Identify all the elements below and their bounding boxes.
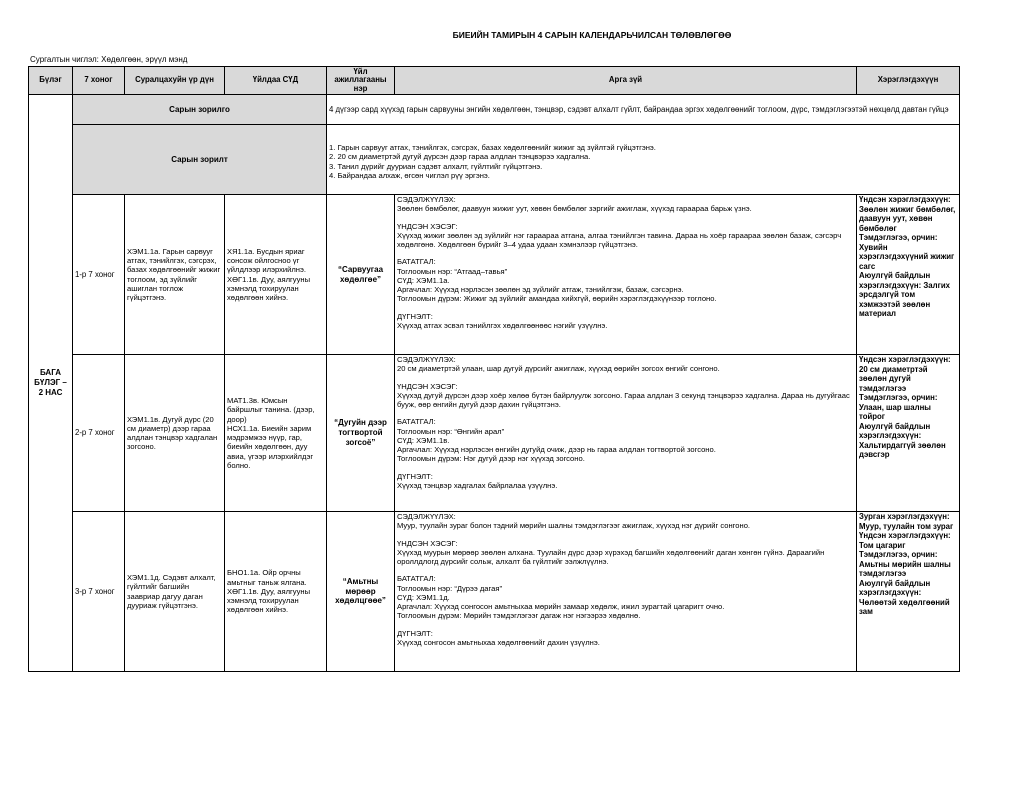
method-section-text: Тоглоомын нэр: “Өнгийн арал” СҮД: ХЭМ1.1в. Аргачлал: Хүүхэд нэрлэсэн өнгийн дугуйд очиж, дээр нь гараа алдлан тогтвортой зогсоно. Тоглоомын дүрэм: Нэг дугуй дээр нэг хүүхэд зогсоно.: [397, 426, 716, 464]
resources-cell: Зурган хэрэглэгдэхүүн: Муур, туулайн том зураг Үндсэн хэрэглэгдэхүүн: Том цагариг Тэмдэглэгээ, орчин: Амьтны мөрийн шалны тэмдэглэгээ Аюулгүй байдлын хэрэглэгдэхүүн: Чөлөөтэй хөдөлгөөний зам: [857, 512, 960, 672]
objective-item: 4. Байрандаа алхаж, өгсөн чиглэл рүү эргэнэ.: [329, 170, 490, 180]
week-label: 2-р 7 хоног: [73, 355, 125, 512]
header-group: Бүлэг: [29, 67, 73, 95]
resources-cell: Үндсэн хэрэглэгдэхүүн: Зөөлөн жижиг бөмбөлөг, даавуун уут, хөвөн бөмбөлөг Тэмдэглэгээ, орчин: Хувийн хэрэглэгдэхүүний жижиг сагс Аюулгүй байдлын хэрэглэгдэхүүн: Залгих эрсдэлгүй том хэмжээтэй зөөлөн материал: [857, 195, 960, 355]
month-objectives-row: [29, 125, 960, 195]
document-subtitle: Сургалтын чиглэл: Хөдөлгөөн, эрүүл мэнд: [30, 55, 188, 64]
method-section-text: Хүүхэд тэнцвэр хадгалах байрлалаа үзүүлнэ.: [397, 480, 558, 490]
activity-standard: БНО1.1а. Ойр орчны амьтныг таньж ялгана. ХӨГ1.1в. Дуу, аялгууны хэмнэлд тохируулан хөдөлгөөн хийнэ.: [225, 512, 327, 672]
method-section-text: 20 см диаметртэй улаан, шар дугуй дүрсийг ажиглаж, хүүхэд өөрийн зогсох өнгийг сонгоно.: [397, 364, 720, 374]
method-section-title: ҮНДСЭН ХЭСЭГ:: [397, 381, 458, 391]
method-cell: [395, 195, 857, 355]
month-goal-label: Сарын зорилго: [73, 95, 327, 125]
activity-standard: МАТ1.3в. Юмсын байршлыг танина. (дээр, доор) НСХ1.1а. Биеийн зарим мэдрэмжээ нүүр, гар, биеийн хөдөлгөөн, дуу авиа, үгээр илэрхийлдэг болно.: [225, 355, 327, 512]
method-section-title: БАТАТГАЛ:: [397, 257, 436, 267]
method-section-title: СЭДЭЛЖҮҮЛЭХ:: [397, 195, 456, 204]
month-objectives-list: [327, 125, 960, 195]
method-cell: [395, 512, 857, 672]
table-row: [29, 195, 960, 355]
calendar-plan-table: [28, 66, 960, 672]
method-section-title: ҮНДСЭН ХЭСЭГ:: [397, 221, 458, 231]
learning-outcome: ХЭМ1.1в. Дугуй дүрс (20 см диаметр) дээр гараа алдлан тэнцвэр хадгалан зогсоно.: [125, 355, 225, 512]
month-objectives-label: Сарын зорилт: [73, 125, 327, 195]
method-section-title: БАТАТГАЛ:: [397, 574, 436, 584]
activity-standard: ХЯ1.1а. Бусдын яриаг сонсож ойлгосноо үг үйлдлээр илэрхийлнэ. ХӨГ1.1в. Дуу, аялгууны хэмнэлд тохируулан хөдөлгөөн хийнэ.: [225, 195, 327, 355]
method-section-text: Хүүхэд муурын мөрөөр зөөлөн алхана. Туулайн дүрс дээр хүрэхэд багшийн хөдөлгөөнийг даган хөнгөн гүйнэ. Дараагийн ороллдлогд дүрсийг сольж, алхалт ба гүйлтийг ээлжлүүлнэ.: [397, 547, 825, 566]
week-label: 3-р 7 хоног: [73, 512, 125, 672]
method-section-text: Муур, туулайн зураг болон тэдний мөрийн шалны тэмдэглэгээг ажиглаж, хүүхэд нэг дүрийг сонгоно.: [397, 521, 751, 531]
method-section-text: Тоглоомын нэр: “Атгаад–тавья” СҮД: ХЭМ1.1а. Аргачлал: Хүүхэд нэрлэсэн зөөлөн эд зүйлийг атгаж, тэнийлгэж, базаж, сэгсэрнэ. Тоглоомын дүрэм: Жижиг эд зүйлийг амандаа хийхгүй, өөрийн хэрэглэгдэхүүнээр тоглоно.: [397, 266, 717, 304]
method-cell: [395, 355, 857, 512]
activity-name: “Дугуйн дээр тогтвортой зогсоё”: [327, 355, 395, 512]
header-method: Арга зүй: [395, 67, 857, 95]
week-label: 1-р 7 хоног: [73, 195, 125, 355]
objective-item: 2. 20 см диаметртэй дугуй дүрсэн дээр гараа алдлан тэнцвэрээ хадгална.: [329, 152, 591, 162]
month-goal-text: 4 дүгээр сард хүүхэд гарын сарвууны энгийн хөдөлгөөн, тэнцвэр, сэдэвт алхалт гүйлт, байрандаа эргэх хөдөлгөөнийг тоглоом, дүрс, тэмдэглэгээтэй нөхцөлд давтан гүйцэ: [327, 95, 960, 125]
header-week: 7 хоног: [73, 67, 125, 95]
method-section-title: БАТАТГАЛ:: [397, 417, 436, 427]
method-section-text: Тоглоомын нэр: “Дүрээ дагая” СҮД: ХЭМ1.1д. Аргачлал: Хүүхэд сонгосон амьтныхаа мөрийн замаар хөдөлж, ижил зурагтай цагаригт очно. Тоглоомын дүрэм: Мөрийн тэмдэглэгээг дагаж нэг нэгээрээ хөдөлнө.: [397, 583, 725, 621]
method-section-text: Хүүхэд дугуй дүрсэн дээр хоёр хөлөө бүтэн байрлуулж зогсоно. Гараа алдлан 3 секунд тэнцвэрээ хадгална. Дараа нь дугуйгаас бууж, өөр өнгийн дугуй дээр дахин гүйцэтгэнэ.: [397, 390, 850, 409]
table-header-row: [29, 67, 960, 95]
method-section-text: Хүүхэд жижиг зөөлөн эд зүйлийг нэг гараараа атгана, алгаа тэнийлгэн тавина. Дараа нь хоёр гараараа зөөлөн базаж, сэгсэрч хөдөлгөнө. Хөдөлгөөн бүрийг 3–4 удаа удаан хэмнэлээр гүйцэтгэнэ.: [397, 230, 842, 249]
activity-name: “Амьтны мөрөөр хөдөлцгөөе”: [327, 512, 395, 672]
resources-cell: Үндсэн хэрэглэгдэхүүн: 20 см диаметртэй зөөлөн дугуй тэмдэглэгээ Тэмдэглэгээ, орчин: Улаан, шар шалны тойрог Аюулгүй байдлын хэрэглэгдэхүүн: Хальтирдаггүй зөөлөн дэвсгэр: [857, 355, 960, 512]
document-title: БИЕИЙН ТАМИРЫН 4 САРЫН КАЛЕНДАРЬЧИЛСАН ТӨЛӨВЛӨГӨӨ: [452, 30, 732, 40]
learning-outcome: ХЭМ1.1д. Сэдэвт алхалт, гүйлтийг багшийн заавриар дагуу даган дууриаж гүйцэтгэнэ.: [125, 512, 225, 672]
method-section-text: Хүүхэд атгах эсвэл тэнийлгэх хөдөлгөөнөөс нэгийг үзүүлнэ.: [397, 320, 608, 330]
group-label: БАГА БҮЛЭГ – 2 НАС: [29, 95, 73, 672]
table-row: [29, 512, 960, 672]
header-activity-name: Үйл ажиллагааны нэр: [327, 67, 395, 95]
method-section-title: СЭДЭЛЖҮҮЛЭХ:: [397, 512, 456, 521]
method-section-title: ДҮГНЭЛТ:: [397, 311, 433, 321]
method-section-title: ДҮГНЭЛТ:: [397, 471, 433, 481]
learning-outcome: ХЭМ1.1а. Гарын сарвууг атгах, тэнийлгэх, сэгсрэх, базах хөдөлгөөнийг жижиг тоглоом, эд зүйлийг ашиглан тоглож гүйцэтгэнэ.: [125, 195, 225, 355]
month-goal-row: [29, 95, 960, 125]
objective-item: 3. Танил дүрийг дууриан сэдэвт алхалт, гүйлтийг гүйцэтгэнэ.: [329, 161, 543, 171]
method-section-text: Хүүхэд сонгосон амьтныхаа хөдөлгөөнийг дахин үзүүлнэ.: [397, 637, 600, 647]
objective-item: 1. Гарын сарвууг атгах, тэнийлгэх, сэгсрэх, базах хөдөлгөөнийг жижиг эд зүйлтэй гүйцэтгэнэ.: [329, 143, 656, 152]
method-section-title: ДҮГНЭЛТ:: [397, 628, 433, 638]
method-section-text: Зөөлөн бөмбөлөг, даавуун жижиг уут, хөвөн бөмбөлөг зэргийг ажиглаж, хүүхэд гараараа барьж үзнэ.: [397, 204, 752, 214]
activity-name: “Сарвуугаа хөдөлгөе”: [327, 195, 395, 355]
table-row: [29, 355, 960, 512]
method-section-title: ҮНДСЭН ХЭСЭГ:: [397, 538, 458, 548]
header-outcome: Суралцахуйн үр дүн: [125, 67, 225, 95]
header-resources: Хэрэглэгдэхүүн: [857, 67, 960, 95]
header-activity-standard: Үйлдаа СҮД: [225, 67, 327, 95]
method-section-title: СЭДЭЛЖҮҮЛЭХ:: [397, 355, 456, 364]
